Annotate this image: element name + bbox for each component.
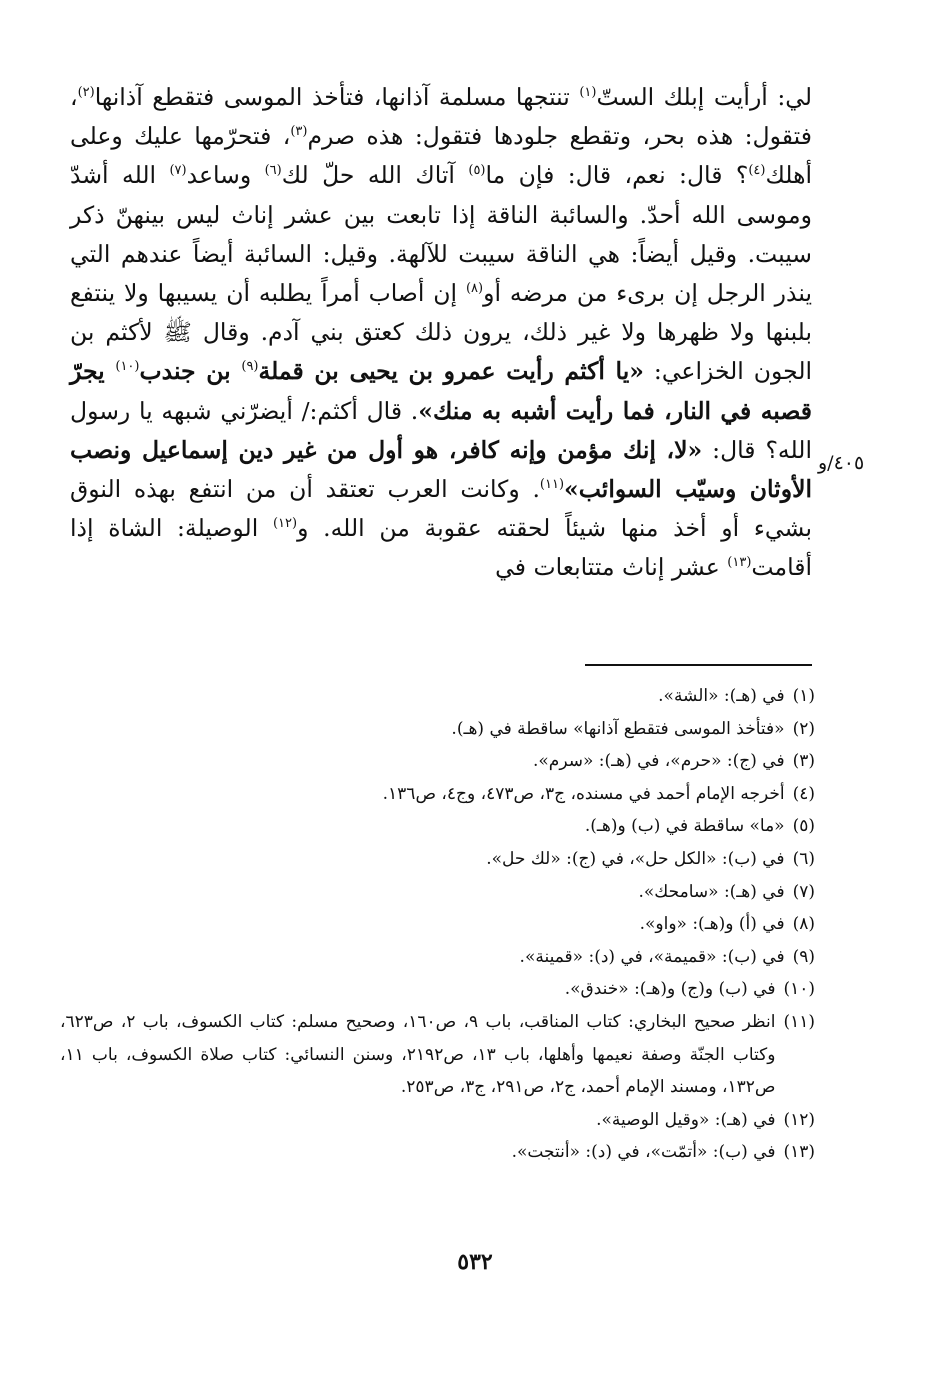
hadith-quote: «يا أكثم رأيت عمرو بن يحيى بن قملة: [258, 357, 644, 386]
footnotes: [60, 680, 815, 1169]
footnote-text: في (ب) و(ج) و(هـ): «خندق».: [564, 979, 776, 1000]
footnote-separator: [585, 664, 812, 666]
footnote-ref: (٧): [169, 163, 187, 179]
footnote-number: (٤): [792, 783, 815, 804]
text-run: وساعد: [186, 161, 265, 190]
footnote-ref: (١٣): [727, 555, 752, 571]
footnote-number: (٦): [792, 848, 815, 869]
footnote-ref: (١١): [539, 477, 565, 493]
footnote: [60, 941, 815, 974]
text-run: الله أشدّ وموسى الله أحدّ. والسائبة الناقة إذا تابعت بين عشر إناث ليس بينهنّ ذكر سيبت. وقيل أيضاً: هي الناقة سيبت للآلهة. وقيل: السائبة أيضاً عندهم التي ينذر الرجل إن برىء من مرضه أو: [70, 161, 812, 308]
text-run: ، فتقول: هذه بحر، وتقطع جلودها فتقول: هذه صرم: [70, 83, 812, 151]
footnote-ref: (١٢): [272, 516, 298, 532]
hadith-quote: بن جندب: [139, 357, 242, 386]
footnote-number: (١٠): [783, 979, 815, 1000]
text-run: إن أصاب أمراً يطلبه أن يسيبها ولا ينتفع بلبنها ولا ظهرها ولا غير ذلك، يرون ذلك كعتق بني آدم. وقال ﷺ لأكثم بن الجون الخزاعي:: [70, 279, 813, 386]
footnote: [60, 810, 815, 843]
footnote: [60, 843, 815, 876]
text-run: . وكانت العرب تعتقد أن من انتفع بهذه النوق بشيء أو أخذ منها شيئاً لحقته عقوبة من الله. و: [70, 475, 812, 543]
footnote-number: (١): [792, 686, 815, 706]
footnote: [60, 778, 815, 811]
footnote: [60, 1136, 815, 1169]
footnote-text: في (ب): «الكل حل»، في (ج): «لك حل».: [486, 848, 785, 869]
main-text: [70, 78, 812, 588]
footnote-ref: (١٠): [115, 359, 140, 375]
footnote-text: «ما» ساقطة في (ب) و(هـ).: [584, 816, 785, 837]
text-run: ، فتحرّمها عليك وعلى أهلك: [70, 122, 812, 190]
footnote-number: (٥): [792, 816, 815, 837]
footnote-ref: (٤): [748, 163, 766, 179]
footnote: [60, 680, 815, 713]
footnote-number: (١٢): [783, 1109, 815, 1130]
footnote-number: (٩): [792, 946, 815, 967]
footnote-ref: (٢): [77, 85, 95, 101]
text-run: الوصيلة: الشاة إذا أقامت: [70, 514, 812, 582]
footnote: [60, 713, 815, 746]
hadith-quote: «لا، إنك مؤمن وإنه كافر، هو أول من غير دين إسماعيل ونصب الأوثان وسيّب السوائب»: [70, 435, 812, 504]
footnote-number: (١١): [783, 1011, 815, 1032]
text-run: آتاك الله حلّ لك: [281, 161, 469, 190]
footnote-number: (٧): [792, 881, 815, 902]
footnote-text: في (هـ): «سامحك».: [638, 881, 785, 902]
text-run: تنتجها مسلمة آذانها، فتأخذ الموسى فتقطع آذانها: [94, 83, 580, 111]
footnote-ref: (٩): [241, 359, 259, 375]
text-run: عشر إناث متتابعات في: [495, 553, 728, 582]
hadith-quote: يجرّ قصبه في النار، فما رأيت أشبه به منك»: [70, 357, 812, 425]
footnote-text: في (أ) و(هـ): «واو».: [639, 914, 785, 935]
footnote-ref: (٥): [468, 163, 486, 179]
footnote-ref: (٨): [465, 281, 484, 297]
footnote-number: (٣): [792, 751, 815, 772]
footnote: [60, 1104, 815, 1137]
footnote-text: في (ب): «قميمة»، في (د): «قمينة».: [519, 946, 785, 967]
footnote-number: (٨): [792, 914, 815, 935]
footnote-ref: (٣): [290, 124, 308, 140]
footnote-text: في (هـ): «وقيل الوصية».: [596, 1109, 776, 1130]
margin-folio-note: ٤٠٥/و: [818, 452, 865, 474]
footnote-text: انظر صحيح البخاري: كتاب المناقب، باب ٩، ص١٦٠، وصحيح مسلم: كتاب الكسوف، باب ٢، ص٦٢٣، وكتاب الجنّة وصفة نعيمها وأهلها، باب ١٣، ص٢١٩٢، وسنن النسائي: كتاب صلاة الكسوف، باب ١١، ص١٣٢، ومسند الإمام أحمد، ج٢، ص٢٩١، ج٣، ص٢٥٣.: [60, 1011, 776, 1098]
footnote: [60, 1006, 815, 1104]
footnote: [60, 908, 815, 941]
footnote-text: «فتأخذ الموسى فتقطع آذانها» ساقطة في (هـ).: [451, 718, 785, 739]
text-run: ؟ قال: نعم، قال: فإن ما: [485, 161, 749, 190]
footnote: [60, 876, 815, 909]
footnote-text: أخرجه الإمام أحمد في مسنده، ج٣، ص٤٧٣، وج٤، ص١٣٦.: [382, 783, 785, 804]
footnote-number: (١٣): [783, 1142, 815, 1163]
footnote: [60, 745, 815, 778]
footnote-number: (٢): [792, 718, 815, 739]
footnote-text: في (هـ): «الشة».: [658, 686, 785, 706]
text-run: لي: أرأيت إبلك الستّ: [596, 83, 812, 111]
text-run: . قال أكثم:/ أيضرّني شبهه يا رسول الله؟ قال:: [70, 396, 812, 464]
footnote-ref: (٦): [264, 163, 282, 179]
footnote-text: في (ج): «حرم»، في (هـ): «سرم».: [533, 751, 785, 772]
footnote-ref: (١): [579, 85, 597, 101]
footnote-text: في (ب): «أتمّت»، في (د): «أنتجت».: [511, 1142, 776, 1163]
main-paragraph: [70, 78, 812, 588]
page-number: ٥٣٢: [457, 1249, 493, 1275]
footnote: [60, 973, 815, 1006]
